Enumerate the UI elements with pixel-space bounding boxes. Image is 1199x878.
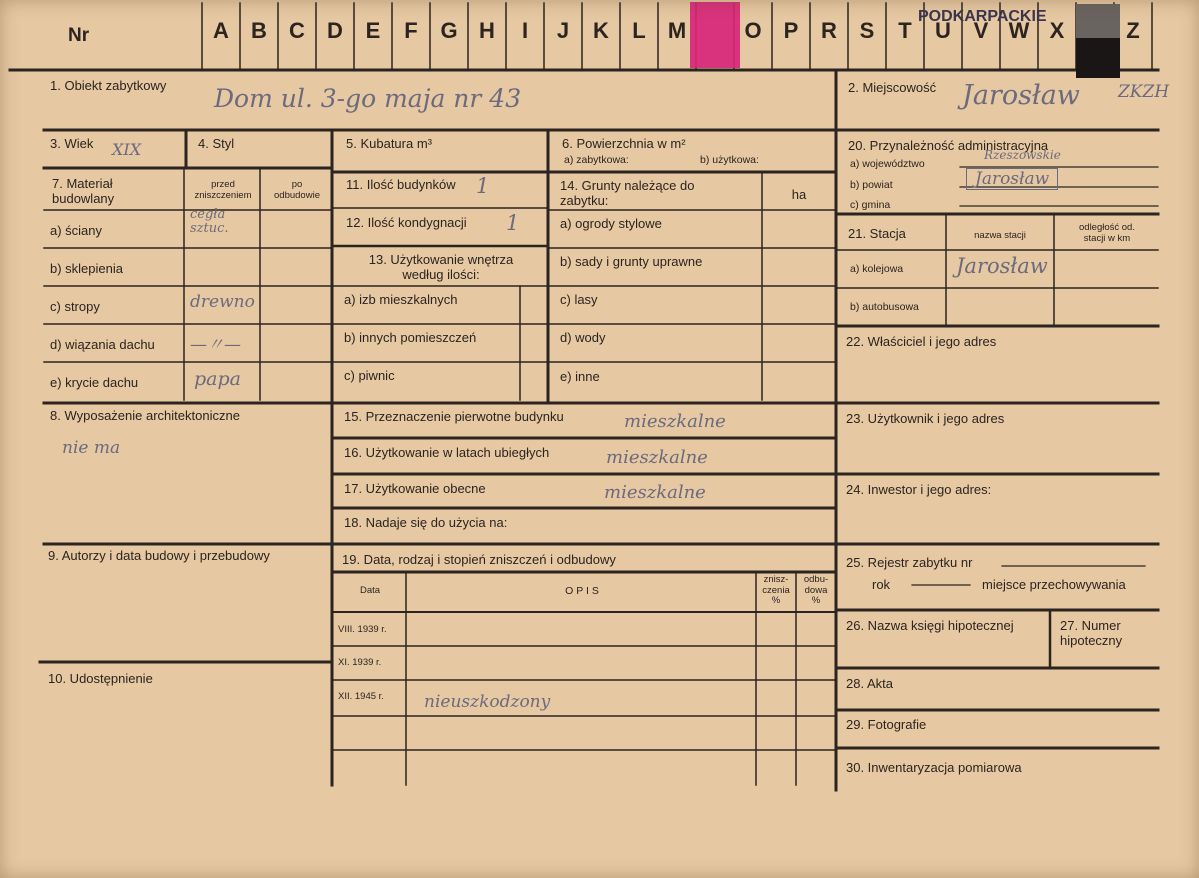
index-letter: O: [744, 18, 762, 43]
field-5-label: 5. Kubatura m³: [346, 136, 432, 151]
field-13-label: 13. Użytkowanie wnętrza według ilości:: [368, 252, 514, 282]
index-letter: W: [1008, 18, 1030, 43]
place-value: Jarosław: [962, 80, 1080, 111]
field-19-date-header: Data: [359, 585, 381, 596]
field-29-label: 29. Fotografie: [846, 717, 927, 732]
field-26-label: 26. Nazwa księgi hipotecznej: [846, 618, 1014, 633]
field-7-after-header: po odbudowie: [274, 179, 320, 201]
field-21-dist-header: odległość od. stacji w km: [1079, 222, 1135, 244]
buildings-value: 1: [476, 174, 490, 198]
index-letter: Z: [1126, 18, 1140, 43]
field-13b-label: b) innych pomieszczeń: [344, 330, 477, 345]
field-14b-label: b) sady i grunty uprawne: [560, 254, 703, 269]
field-6b-label: b) użytkowa:: [700, 154, 759, 166]
index-letter: F: [404, 18, 418, 43]
voivodeship-value: Rzeszowskie: [984, 148, 1061, 162]
field-20-label: 20. Przynależność administracyjna: [848, 138, 1049, 153]
field-4-label: 4. Styl: [198, 136, 235, 151]
equipment-value: nie ma: [62, 438, 121, 458]
field-25-place-label: miejsce przechowywania: [982, 577, 1126, 592]
field-6-label: 6. Powierzchnia w m²: [562, 136, 686, 151]
field-20b-label: b) powiat: [850, 179, 893, 191]
field-24-label: 24. Inwestor i jego adres:: [846, 482, 992, 497]
field-11-label: 11. Ilość budynków: [346, 177, 456, 192]
field-10-label: 10. Udostępnienie: [48, 671, 153, 686]
field-7b-label: b) sklepienia: [50, 261, 123, 276]
field-2-label: 2. Miejscowość: [848, 80, 937, 95]
index-letter: J: [556, 18, 570, 43]
field-20a-label: a) województwo: [850, 158, 925, 170]
index-letter: P: [783, 18, 799, 43]
roof-value: papa: [194, 368, 241, 390]
index-letter: C: [289, 18, 305, 43]
index-letter: E: [365, 18, 381, 43]
field-9-label: 9. Autorzy i data budowy i przebudowy: [48, 548, 270, 563]
field-25-year-label: rok: [872, 577, 891, 592]
walls-value: cegła sztuc.: [190, 207, 229, 236]
damage-1945-value: nieuszkodzony: [424, 692, 551, 712]
index-letter: U: [935, 18, 951, 43]
place-code: ZKZH: [1118, 82, 1170, 102]
field-14c-label: c) lasy: [560, 292, 598, 307]
index-letter: I: [521, 18, 529, 43]
field-21a-label: a) kolejowa: [850, 263, 904, 275]
field-18-label: 18. Nadaje się do użycia na:: [344, 515, 508, 530]
index-letter: A: [213, 18, 229, 43]
field-19-destruction-header: znisz- czenia %: [762, 574, 790, 606]
field-3-label: 3. Wiek: [50, 136, 94, 151]
object-value: Dom ul. 3-go maja nr 43: [214, 84, 522, 113]
station-rail-value: Jarosław: [956, 254, 1048, 278]
floors-value: 1: [506, 211, 520, 235]
field-7-before-header: przed zniszczeniem: [194, 179, 252, 201]
field-8-label: 8. Wyposażenie architektoniczne: [50, 408, 240, 423]
field-13c-label: c) piwnic: [344, 368, 395, 383]
field-22-label: 22. Właściciel i jego adres: [846, 334, 997, 349]
field-7-label: 7. Materiał budowlany: [52, 176, 115, 206]
age-value: XIX: [112, 140, 142, 159]
field-7e-label: e) krycie dachu: [50, 375, 139, 390]
index-letter: D: [327, 18, 343, 43]
field-6a-label: a) zabytkowa:: [564, 154, 629, 166]
field-19-row-1945-12: XII. 1945 r.: [338, 691, 384, 702]
current-use-value: mieszkalne: [604, 482, 706, 503]
field-14a-label: a) ogrody stylowe: [560, 216, 662, 231]
purpose-value: mieszkalne: [624, 411, 726, 432]
field-25-label: 25. Rejestr zabytku nr: [846, 555, 973, 570]
field-14-label: 14. Grunty należące do zabytku:: [560, 178, 695, 208]
past-use-value: mieszkalne: [606, 447, 708, 468]
index-letter: T: [898, 18, 912, 43]
index-letter: K: [593, 18, 609, 43]
field-15-label: 15. Przeznaczenie pierwotne budynku: [344, 409, 564, 424]
field-19-row-1939-11: XI. 1939 r.: [338, 657, 382, 668]
field-14e-label: e) inne: [560, 369, 600, 384]
field-7c-label: c) stropy: [50, 299, 100, 314]
field-17-label: 17. Użytkowanie obecne: [344, 481, 486, 496]
field-30-label: 30. Inwentaryzacja pomiarowa: [846, 760, 1022, 775]
field-7a-label: a) ściany: [50, 223, 103, 238]
field-1-label: 1. Obiekt zabytkowy: [50, 78, 167, 93]
field-21-name-header: nazwa stacji: [974, 230, 1026, 241]
field-14d-label: d) wody: [560, 330, 606, 345]
field-19-label: 19. Data, rodzaj i stopień zniszczeń i odbudowy: [342, 552, 616, 567]
field-20c-label: c) gmina: [850, 199, 891, 211]
roof-truss-value: —〃—: [190, 335, 241, 355]
field-21-label: 21. Stacja: [848, 226, 906, 241]
field-27-label: 27. Numer hipoteczny: [1060, 618, 1123, 648]
field-12-label: 12. Ilość kondygnacji: [346, 215, 467, 230]
index-letter: B: [251, 18, 267, 43]
field-28-label: 28. Akta: [846, 676, 893, 691]
field-19-row-1939-08: VIII. 1939 r.: [338, 624, 387, 635]
field-19-desc-header: O P I S: [565, 585, 599, 597]
field-21b-label: b) autobusowa: [850, 301, 919, 313]
region-stamp: PODKARPACKIE: [918, 8, 1047, 25]
field-16-label: 16. Użytkowanie w latach ubiegłych: [344, 445, 550, 460]
index-letter: H: [479, 18, 495, 43]
ceilings-value: drewno: [190, 292, 255, 312]
field-23-label: 23. Użytkownik i jego adres: [846, 411, 1005, 426]
index-letter: M: [667, 18, 687, 43]
index-letter: G: [440, 18, 458, 43]
field-19-rebuild-header: odbu- dowa %: [803, 574, 829, 606]
county-value: Jarosław: [966, 168, 1058, 190]
nr-label: Nr: [68, 25, 90, 46]
field-13a-label: a) izb mieszkalnych: [344, 292, 458, 307]
index-letter: V: [973, 18, 989, 43]
index-letter: L: [632, 18, 646, 43]
field-14-ha: ha: [791, 187, 807, 202]
index-letter: S: [859, 18, 875, 43]
field-7d-label: d) wiązania dachu: [50, 337, 155, 352]
index-letter: R: [821, 18, 837, 43]
index-letter: X: [1049, 18, 1065, 43]
